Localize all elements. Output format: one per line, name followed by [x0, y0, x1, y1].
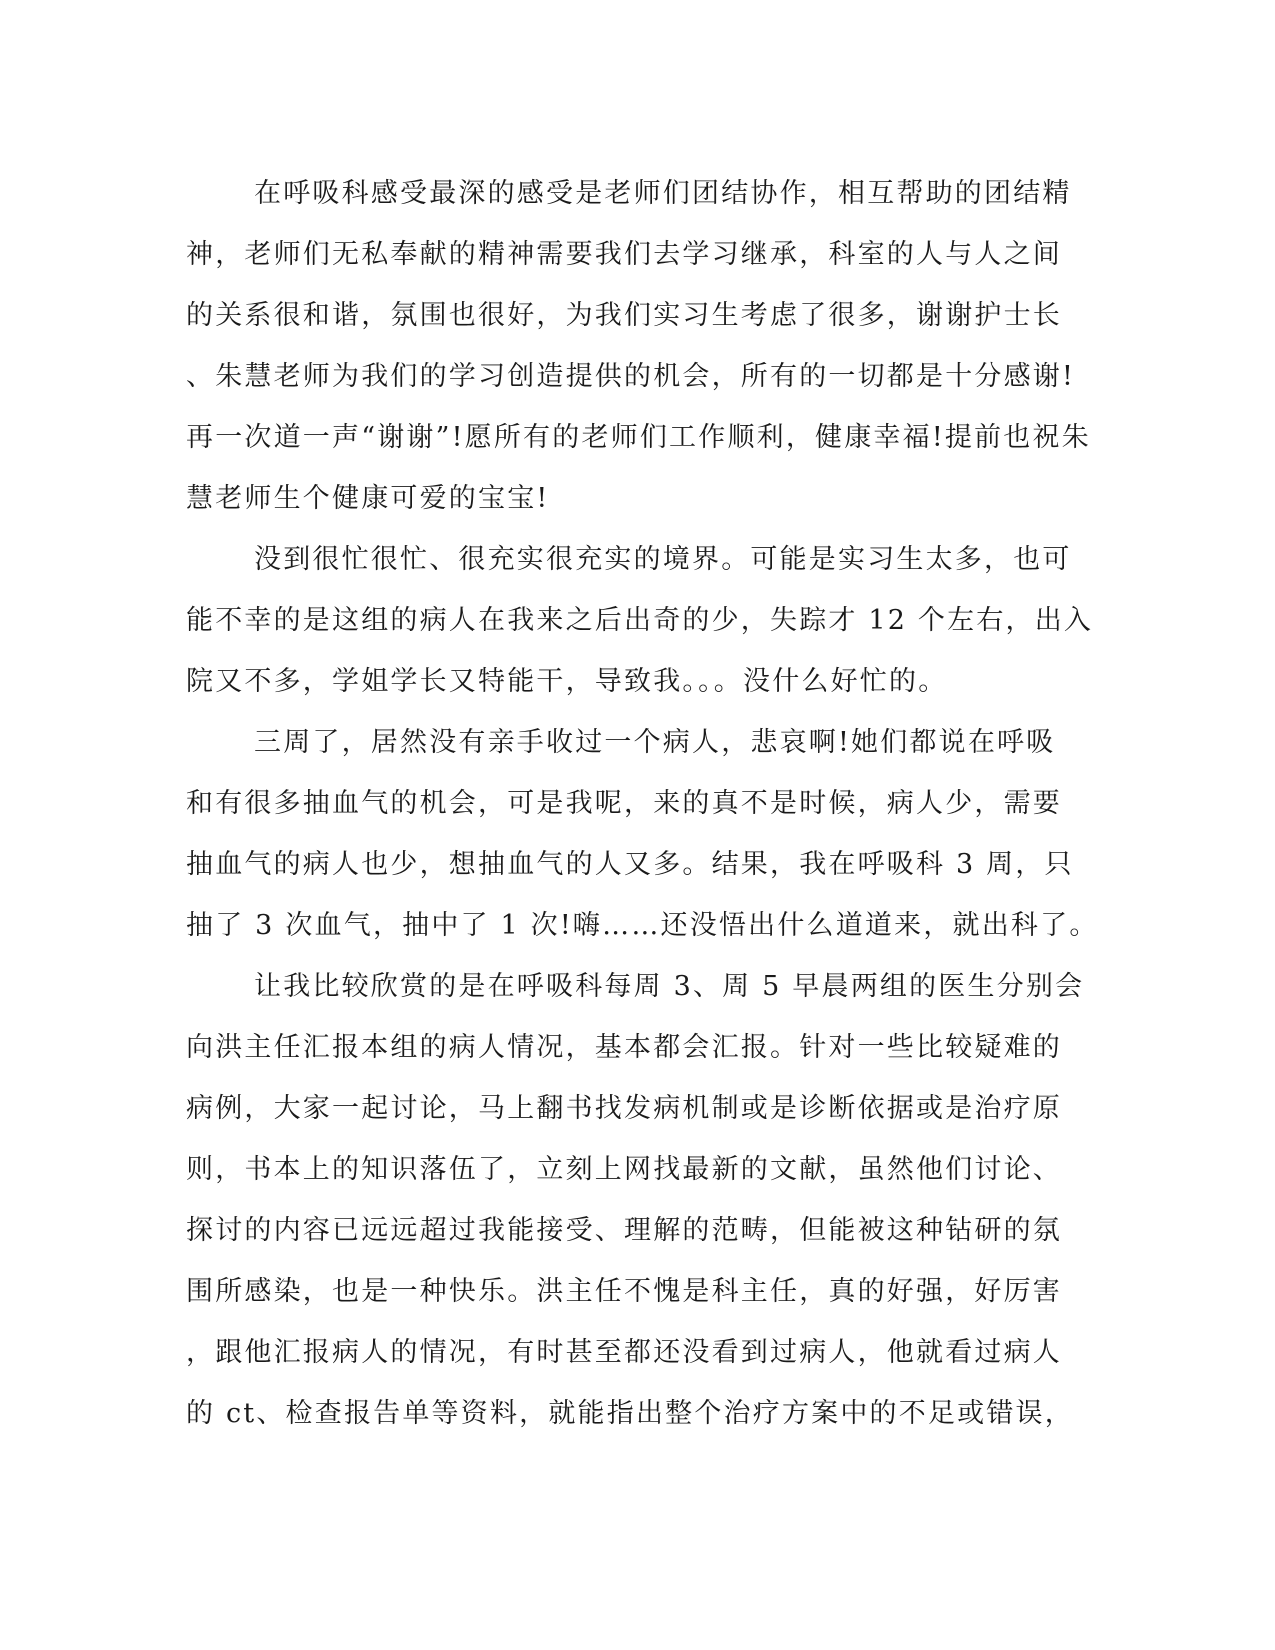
paragraph-3-line-2: 和有很多抽血气的机会，可是我呢，来的真不是时候，病人少，需要 [186, 788, 1062, 819]
paragraph-1-line-5: 再一次道一声“谢谢”!愿所有的老师们工作顺利，健康幸福!提前也祝朱 [186, 422, 1091, 453]
paragraph-1-line-4: 、朱慧老师为我们的学习创造提供的机会，所有的一切都是十分感谢! [186, 361, 1076, 392]
document-body [186, 163, 1099, 1444]
paragraph-3-line-4: 抽了 3 次血气，抽中了 1 次!嗨……还没悟出什么道道来，就出科了。 [186, 910, 1099, 941]
paragraph-2-line-3: 院又不多，学姐学长又特能干，导致我。。。没什么好忙的。 [186, 666, 948, 697]
paragraph-4-line-4: 则，书本上的知识落伍了，立刻上网找最新的文献，虽然他们讨论、 [186, 1154, 1062, 1185]
paragraph-4-line-3: 病例，大家一起讨论，马上翻书找发病机制或是诊断依据或是治疗原 [186, 1093, 1062, 1124]
paragraph-4-line-8: 的 ct、检查报告单等资料，就能指出整个治疗方案中的不足或错误， [186, 1398, 1074, 1429]
paragraph-4-line-7: ，跟他汇报病人的情况，有时甚至都还没看到过病人，他就看过病人 [186, 1337, 1062, 1368]
paragraph-4-line-5: 探讨的内容已远远超过我能接受、理解的范畴，但能被这种钻研的氛 [186, 1215, 1062, 1246]
paragraph-4-line-1: 让我比较欣赏的是在呼吸科每周 3、周 5 早晨两组的医生分别会 [254, 971, 1085, 1002]
paragraph-4-line-2: 向洪主任汇报本组的病人情况，基本都会汇报。针对一些比较疑难的 [186, 1032, 1062, 1063]
paragraph-3-line-3: 抽血气的病人也少，想抽血气的人又多。结果，我在呼吸科 3 周，只 [186, 849, 1074, 880]
paragraph-1-line-3: 的关系很和谐，氛围也很好，为我们实习生考虑了很多，谢谢护士长 [186, 300, 1062, 331]
paragraph-1-line-1: 在呼吸科感受最深的感受是老师们团结协作，相互帮助的团结精 [254, 178, 1072, 209]
paragraph-2-line-2: 能不幸的是这组的病人在我来之后出奇的少，失踪才 12 个左右，出入 [186, 605, 1094, 636]
paragraph-1-line-2: 神，老师们无私奉献的精神需要我们去学习继承，科室的人与人之间 [186, 239, 1062, 270]
paragraph-4-line-6: 围所感染，也是一种快乐。洪主任不愧是科主任，真的好强，好厉害 [186, 1276, 1062, 1307]
paragraph-1-line-6: 慧老师生个健康可爱的宝宝! [186, 483, 550, 514]
paragraph-3-line-1: 三周了，居然没有亲手收过一个病人，悲哀啊!她们都说在呼吸 [254, 727, 1056, 758]
paragraph-2-line-1: 没到很忙很忙、很充实很充实的境界。可能是实习生太多，也可 [254, 544, 1072, 575]
